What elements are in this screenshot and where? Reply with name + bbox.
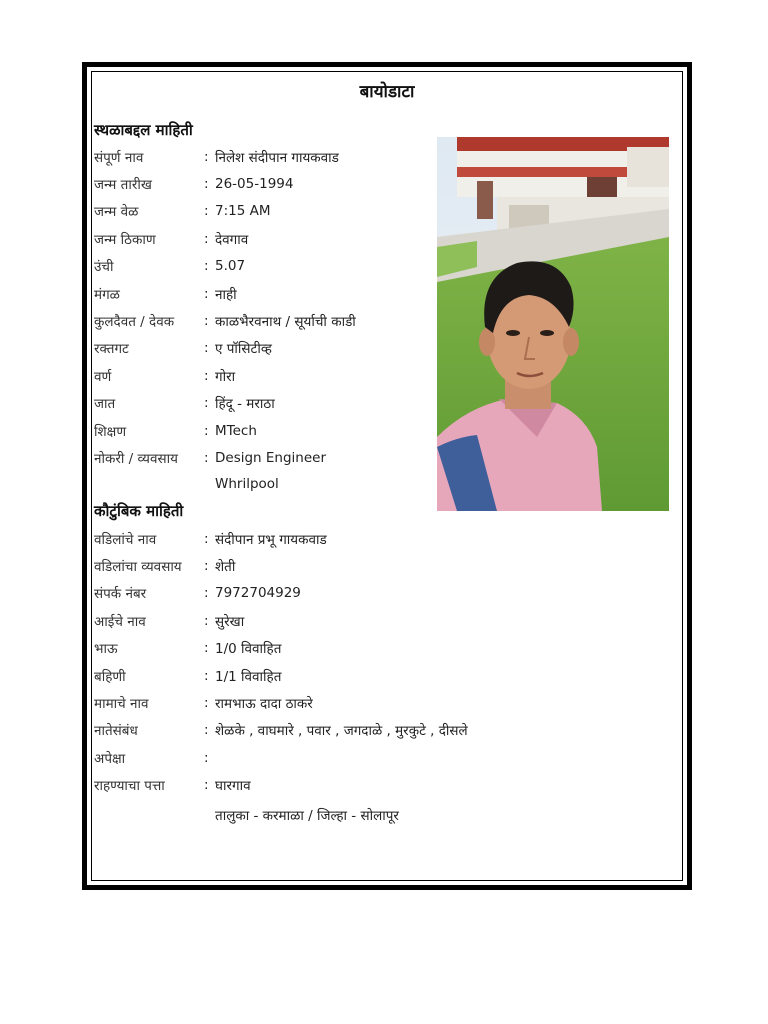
field-kuldaivat (94, 307, 356, 334)
field-label: कुलदैवत / देवक (94, 314, 175, 331)
field-value: 7:15 AM (215, 203, 271, 220)
field-value: गोरा (215, 368, 236, 385)
field-label: वर्ण (94, 368, 112, 385)
field-label: जन्म ठिकाण (94, 231, 156, 248)
field-label: जन्म तारीख (94, 177, 152, 194)
field-colon: : (204, 749, 209, 766)
field-value: देवगाव (215, 231, 249, 248)
field-value: 1/1 विवाहित (215, 668, 282, 685)
field-label: जात (94, 396, 116, 413)
field-colon: : (204, 585, 209, 602)
field-value: 26-05-1994 (215, 176, 294, 193)
field-label: शिक्षण (94, 423, 127, 440)
field-mother-name (94, 607, 468, 634)
field-value: सुरेखा (215, 613, 245, 630)
field-label: संपर्क नंबर (94, 586, 147, 603)
profile-photo (437, 137, 669, 511)
field-value: हिंदू - मराठा (215, 396, 275, 413)
field-colon: : (204, 340, 209, 357)
field-maternal-uncle (94, 689, 468, 716)
field-father-name (94, 525, 468, 552)
field-value: MTech (215, 422, 257, 439)
field-colon: : (204, 558, 209, 575)
field-label: मंगळ (94, 286, 120, 303)
field-value: Design Engineer (215, 449, 327, 466)
field-colon: : (204, 285, 209, 302)
field-colon: : (204, 449, 209, 466)
field-complexion (94, 362, 356, 389)
field-colon: : (204, 313, 209, 330)
field-colon: : (204, 695, 209, 712)
document-title: बायोडाटा (359, 82, 415, 102)
field-label: भाऊ (94, 641, 118, 658)
field-colon: : (204, 722, 209, 739)
field-caste (94, 390, 356, 417)
field-address (94, 772, 468, 799)
field-colon: : (204, 422, 209, 439)
field-colon: : (204, 367, 209, 384)
field-colon: : (204, 230, 209, 247)
personal-info-list (94, 143, 356, 472)
field-value: काळभैरवनाथ / सूर्याची काडी (215, 314, 356, 331)
field-expectations (94, 744, 468, 771)
field-value: शेळके , वाघमारे , पवार , जगदाळे , मुरकुटे , दीसले (215, 723, 468, 740)
field-label: वडिलांचे नाव (94, 531, 157, 548)
field-contact-number (94, 580, 468, 607)
field-education (94, 417, 356, 444)
field-label: नातेसंबंध (94, 723, 138, 740)
field-label: बहिणी (94, 668, 126, 685)
field-value: संदीपान प्रभू गायकवाड (215, 531, 327, 548)
field-full-name (94, 143, 356, 170)
address-line-2: तालुका - करमाळा / जिल्हा - सोलापूर (215, 808, 399, 824)
field-value: 5.07 (215, 258, 246, 275)
field-colon: : (204, 612, 209, 629)
field-colon: : (204, 777, 209, 794)
field-label: वडिलांचा व्यवसाय (94, 559, 182, 576)
field-value: शेती (215, 559, 236, 576)
field-colon: : (204, 176, 209, 193)
field-value: नाही (215, 286, 237, 303)
field-value: निलेश संदीपान गायकवाड (215, 149, 339, 166)
personal-info-heading: स्थळाबद्दल माहिती (94, 121, 193, 139)
field-label: राहण्याचा पत्ता (94, 778, 165, 795)
family-info-list (94, 525, 468, 799)
field-label: जन्म वेळ (94, 204, 139, 221)
field-colon: : (204, 258, 209, 275)
field-brothers (94, 635, 468, 662)
field-label: संपूर्ण नाव (94, 149, 144, 166)
field-colon: : (204, 203, 209, 220)
field-label: मामाचे नाव (94, 696, 149, 713)
field-sisters (94, 662, 468, 689)
field-birth-time (94, 198, 356, 225)
field-birth-date (94, 170, 356, 197)
field-value: ए पॉसिटीव्ह (215, 341, 272, 358)
field-value: रामभाऊ दादा ठाकरे (215, 696, 313, 713)
field-label: अपेक्षा (94, 750, 126, 767)
occupation-company: Whrilpool (215, 476, 279, 492)
field-value: 1/0 विवाहित (215, 641, 282, 658)
field-value: घारगाव (215, 778, 251, 795)
field-label: उंची (94, 259, 114, 276)
biodata-frame (82, 62, 692, 890)
field-height (94, 253, 356, 280)
field-colon: : (204, 148, 209, 165)
field-colon: : (204, 640, 209, 657)
field-occupation (94, 444, 356, 471)
field-birth-place (94, 225, 356, 252)
field-mangal (94, 280, 356, 307)
field-label: रक्तगट (94, 341, 129, 358)
family-info-heading: कौटुंबिक माहिती (94, 502, 184, 520)
field-value: 7972704929 (215, 585, 301, 602)
field-relatives (94, 717, 468, 744)
field-blood-group (94, 335, 356, 362)
field-label: नोकरी / व्यवसाय (94, 450, 178, 467)
field-label: आईचे नाव (94, 613, 146, 630)
field-colon: : (204, 530, 209, 547)
field-father-occupation (94, 552, 468, 579)
field-colon: : (204, 667, 209, 684)
field-colon: : (204, 395, 209, 412)
